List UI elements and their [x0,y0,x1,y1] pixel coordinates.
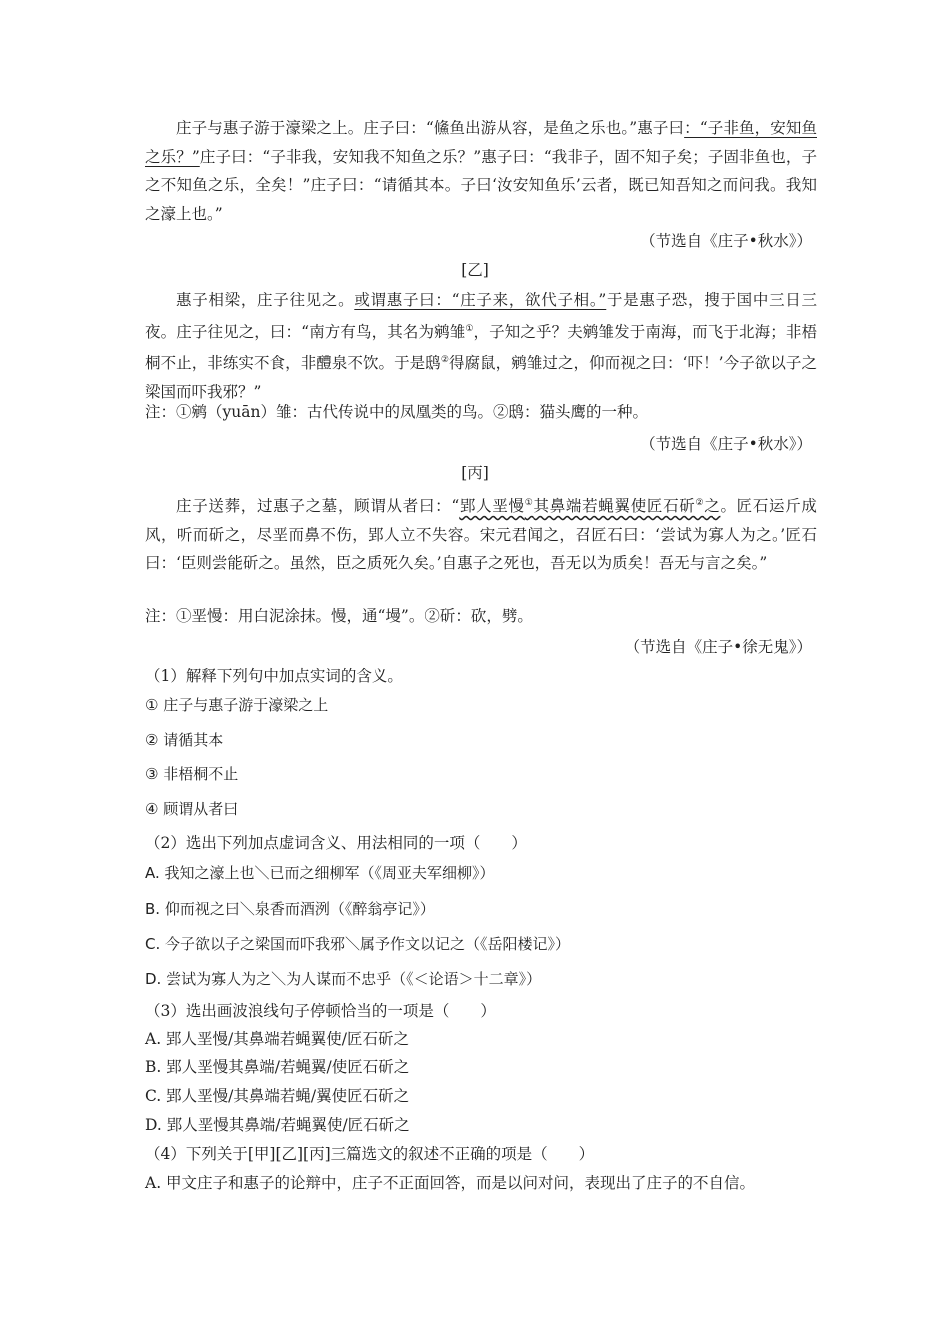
passage-bing-label: [丙] [461,464,489,482]
underlined-sentence: 或谓惠子曰：“庄子来，欲代子相。” [354,291,607,309]
passage-yi-label: [乙] [461,261,489,279]
question-1-item: ③ 非梧桐不止 [145,765,239,783]
question-2-option-c: C. 今子欲以子之梁国而吓我邪＼属予作文以记之（《岳阳楼记》） [145,935,571,953]
question-3: （3）选出画波浪线句子停顿恰当的一项是（ ） [145,1002,496,1020]
passage-jia-source: （节选自《庄子•秋水》） [640,232,812,250]
passage-yi-source: （节选自《庄子•秋水》） [640,435,812,453]
question-3-option-b: B. 郢人垩慢其鼻端/若蝇翼/使匠石斫之 [145,1058,410,1076]
question-4: （4）下列关于[甲][乙][丙]三篇选文的叙述不正确的项是（ ） [145,1145,595,1163]
question-3-option-c: C. 郢人垩慢/其鼻端若蝇/翼使匠石斫之 [145,1087,410,1105]
question-2-option-a: A. 我知之濠上也＼已而之细柳军（《周亚夫军细柳》） [145,864,495,882]
question-1-item: ④ 顾谓从者曰 [145,800,239,818]
passage-bing-text: 庄子送葬，过惠子之墓，顾谓从者曰：“郢人垩慢①其鼻端若蝇翼使匠石斫②之。匠石运斤成风，听而斫之，尽垩而鼻不伤，郢人立不失容。宋元君闻之，召匠石曰：‘尝试为寡人为之。’匠石曰：‘臣则尝能斫之。虽然，臣之质死久矣。’自惠子之死也，吾无以为质矣！吾无与言之矣。” [145,497,817,573]
question-3-option-a: A. 郢人垩慢/其鼻端若蝇翼使/匠石斫之 [145,1030,409,1048]
underlined-sentence: ：“子非鱼，安知鱼之乐？” [145,119,817,166]
question-1-item: ① 庄子与惠子游于濠梁之上 [145,696,329,714]
passage-jia-text: 庄子与惠子游于濠梁之上。庄子曰：“鯈鱼出游从容，是鱼之乐也。”惠子曰：“子非鱼，安知鱼之乐？”庄子曰：“子非我，安知我不知鱼之乐？”惠子曰：“我非子，固不知子矣；子固非鱼也，子之不知鱼之乐，全矣！”庄子曰：“请循其本。子曰‘汝安知鱼乐’云者，既已知吾知之而问我。我知之濠上也。” [145,119,817,223]
passage-yi-note: 注：①鹓（yuān）雏：古代传说中的凤凰类的鸟。②鸱：猫头鹰的一种。 [145,403,648,421]
passage-yi-text: 惠子相梁，庄子往见之。或谓惠子曰：“庄子来，欲代子相。”于是惠子恐，搜于国中三日三夜。庄子往见之，曰：“南方有鸟，其名为鹓雏①，子知之乎？夫鹓雏发于南海，而飞于北海；非梧桐不止，非练实不食，非醴泉不饮。于是鸱②得腐鼠，鹓雏过之，仰而视之曰：‘吓！’今子欲以子之梁国而吓我邪？” [145,291,817,401]
question-4-option-a: A. 甲文庄子和惠子的论辩中，庄子不正面回答，而是以问对问，表现出了庄子的不自信。 [145,1174,756,1192]
passage-bing-note: 注：①垩慢：用白泥涂抹。慢，通“墁”。②斫：砍，劈。 [145,607,533,625]
question-3-option-d: D. 郢人垩慢其鼻端/若蝇翼使/匠石斫之 [145,1116,410,1134]
question-2-option-d: D. 尝试为寡人为之＼为人谋而不忠乎（《＜论语＞十二章》） [145,970,542,988]
question-2-option-b: B. 仰而视之曰＼泉香而酒洌（《醉翁亭记》） [145,900,435,918]
passage-bing-source: （节选自《庄子•徐无鬼》） [624,638,812,656]
wavy-underlined-sentence: 郢人垩慢①其鼻端若蝇翼使匠石斫②之 [459,497,721,516]
question-1: （1）解释下列句中加点实词的含义。 [145,667,403,685]
question-1-item: ② 请循其本 [145,731,224,749]
question-2: （2）选出下列加点虚词含义、用法相同的一项（ ） [145,834,527,852]
